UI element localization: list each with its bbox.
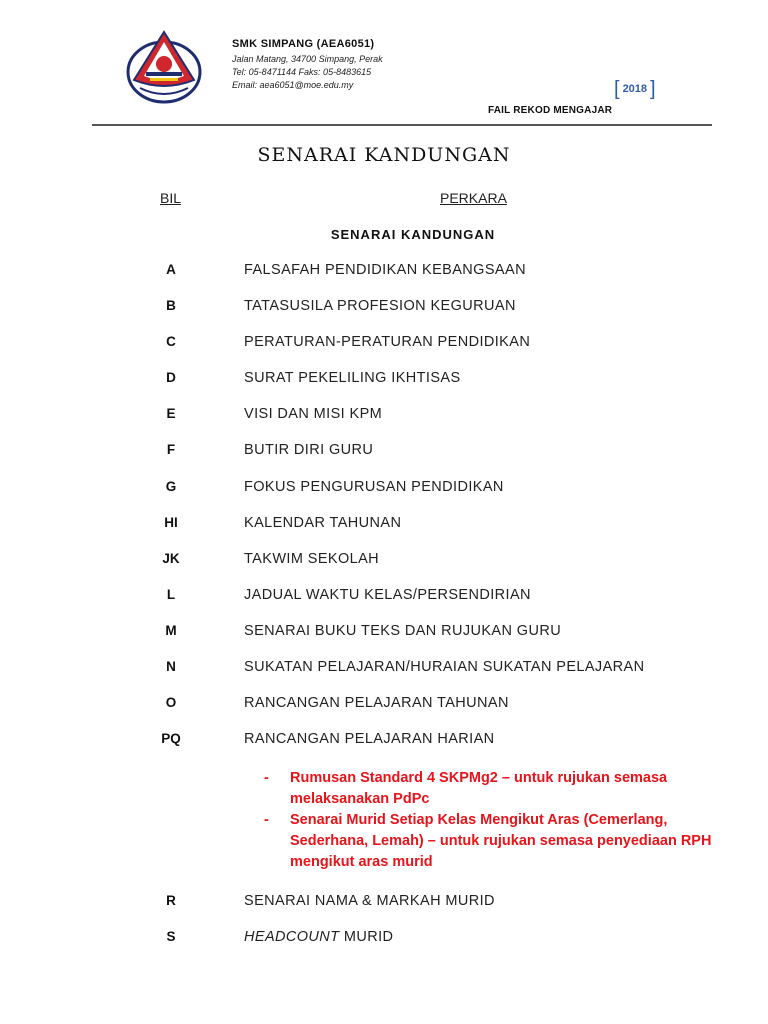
item-code: O (165, 695, 177, 710)
column-header-perkara: PERKARA (440, 190, 507, 206)
item-code: M (165, 623, 177, 638)
item-code: N (166, 659, 176, 674)
section-subtitle: SENARAI KANDUNGAN (330, 227, 496, 242)
file-label: FAIL REKOD MENGAJAR (488, 105, 613, 116)
list-item (0, 406, 768, 428)
item-text: JADUAL WAKTU KELAS/PERSENDIRIAN (244, 587, 531, 603)
item-code: S (166, 929, 176, 944)
list-item (0, 695, 768, 717)
item-text: SENARAI NAMA & MARKAH MURID (244, 893, 495, 909)
column-header-bil: BIL (160, 190, 182, 206)
item-text: SENARAI BUKU TEKS DAN RUJUKAN GURU (244, 623, 562, 639)
item-code: PQ (161, 731, 181, 746)
item-code: L (166, 587, 176, 602)
item-text: RANCANGAN PELAJARAN HARIAN (244, 731, 495, 747)
note-item (264, 810, 734, 873)
school-info (232, 38, 383, 92)
list-item (0, 893, 768, 915)
list-item (0, 731, 768, 753)
note-item (264, 768, 734, 810)
list-item (0, 551, 768, 573)
school-crest-logo (126, 28, 202, 104)
item-text: SUKATAN PELAJARAN/HURAIAN SUKATAN PELAJARAN (244, 659, 645, 675)
item-code: R (166, 893, 176, 908)
item-code: F (166, 442, 176, 457)
note-text: Senarai Murid Setiap Kelas Mengikut Aras (Cemerlang, Sederhana, Lemah) – untuk rujukan semasa penyediaan RPH mengikut aras murid (290, 812, 712, 870)
item-text: RANCANGAN PELAJARAN TAHUNAN (244, 695, 509, 711)
list-item (0, 442, 768, 464)
list-item (0, 262, 768, 284)
list-item (0, 370, 768, 392)
header-divider (92, 124, 712, 126)
page-title: SENARAI KANDUNGAN (257, 144, 511, 166)
note-dash: - (264, 770, 269, 786)
list-item (0, 587, 768, 609)
item-text: FOKUS PENGURUSAN PENDIDIKAN (244, 479, 504, 495)
item-text (244, 929, 393, 945)
item-text: KALENDAR TAHUNAN (244, 515, 402, 531)
item-code: E (166, 406, 176, 421)
note-dash: - (264, 812, 269, 828)
item-code: D (166, 370, 176, 385)
year-value: 2018 (622, 83, 648, 95)
school-phone: Tel: 05-8471144 Faks: 05-8483615 (232, 67, 372, 77)
item-text-rest: MURID (339, 929, 394, 945)
item-text-italic: HEADCOUNT (244, 929, 340, 945)
list-item (0, 334, 768, 356)
school-email: Email: aea6051@moe.edu.my (232, 80, 354, 90)
item-code: G (165, 479, 177, 494)
list-item (0, 298, 768, 320)
school-name: SMK SIMPANG (AEA6051) (232, 38, 375, 50)
list-item (0, 623, 768, 645)
list-item (0, 515, 768, 537)
item-text: SURAT PEKELILING IKHTISAS (244, 370, 461, 386)
item-text: VISI DAN MISI KPM (244, 406, 383, 422)
item-text: PERATURAN-PERATURAN PENDIDIKAN (244, 334, 531, 350)
item-code: B (166, 298, 176, 313)
item-code: A (166, 262, 176, 277)
list-item (0, 659, 768, 681)
item-text: FALSAFAH PENDIDIKAN KEBANGSAAN (244, 262, 526, 278)
year-badge: [ 2018 ] (614, 78, 656, 100)
item-code: HI (164, 515, 178, 530)
item-code: C (166, 334, 176, 349)
school-address: Jalan Matang, 34700 Simpang, Perak (232, 54, 383, 64)
list-item (0, 929, 768, 951)
item-text: TAKWIM SEKOLAH (244, 551, 380, 567)
note-text: Rumusan Standard 4 SKPMg2 – untuk rujukan semasa melaksanakan PdPc (290, 770, 668, 807)
list-item (0, 479, 768, 501)
item-code: JK (162, 551, 180, 566)
red-notes-list (264, 768, 734, 873)
item-text: BUTIR DIRI GURU (244, 442, 374, 458)
item-text: TATASUSILA PROFESION KEGURUAN (244, 298, 516, 314)
